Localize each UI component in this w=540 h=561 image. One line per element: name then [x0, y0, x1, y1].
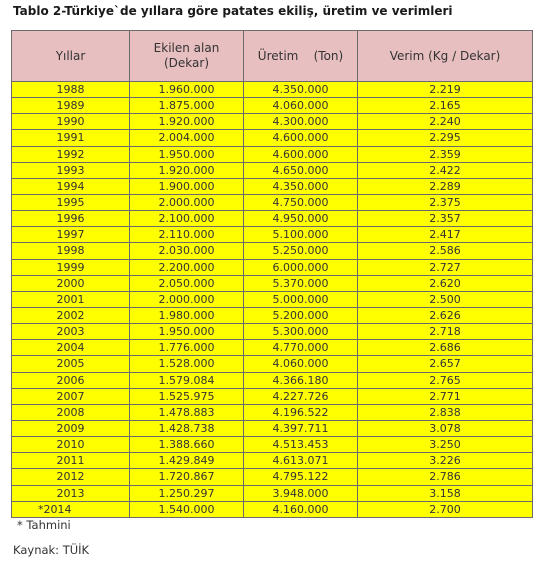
year-cell: 2001 [12, 291, 130, 307]
production-cell: 4.613.071 [244, 453, 358, 469]
production-cell: 5.100.000 [244, 227, 358, 243]
production-cell: 4.513.453 [244, 437, 358, 453]
year-cell: 1991 [12, 130, 130, 146]
area-cell: 2.100.000 [130, 211, 244, 227]
yield-cell: 2.375 [358, 194, 533, 210]
year-cell: 2013 [12, 485, 130, 501]
yield-cell: 3.158 [358, 485, 533, 501]
table-row [12, 243, 533, 259]
table-row [12, 146, 533, 162]
production-cell: 4.300.000 [244, 114, 358, 130]
production-cell: 4.060.000 [244, 98, 358, 114]
yield-cell: 2.295 [358, 130, 533, 146]
yield-cell: 2.786 [358, 469, 533, 485]
year-cell: 2002 [12, 307, 130, 323]
table-row [12, 485, 533, 501]
production-cell: 4.196.522 [244, 404, 358, 420]
year-cell: 1988 [12, 82, 130, 98]
production-cell: 5.200.000 [244, 307, 358, 323]
table-row [12, 340, 533, 356]
area-cell: 1.428.738 [130, 420, 244, 436]
table-row [12, 130, 533, 146]
area-cell: 2.030.000 [130, 243, 244, 259]
year-cell: 1989 [12, 98, 130, 114]
yield-cell: 2.165 [358, 98, 533, 114]
area-cell: 1.950.000 [130, 324, 244, 340]
yield-cell: 2.219 [358, 82, 533, 98]
yield-cell: 2.771 [358, 388, 533, 404]
yield-cell: 2.240 [358, 114, 533, 130]
production-cell: 4.350.000 [244, 178, 358, 194]
area-cell: 1.950.000 [130, 146, 244, 162]
production-cell: 5.370.000 [244, 275, 358, 291]
area-cell: 1.429.849 [130, 453, 244, 469]
table-row [12, 404, 533, 420]
production-cell: 4.950.000 [244, 211, 358, 227]
production-cell: 4.650.000 [244, 162, 358, 178]
table-row [12, 420, 533, 436]
year-cell: 1990 [12, 114, 130, 130]
year-cell: 1994 [12, 178, 130, 194]
area-cell: 1.720.867 [130, 469, 244, 485]
yield-cell: 2.626 [358, 307, 533, 323]
year-cell: 1997 [12, 227, 130, 243]
area-cell: 1.875.000 [130, 98, 244, 114]
yield-cell: 2.586 [358, 243, 533, 259]
year-cell: 1992 [12, 146, 130, 162]
production-cell: 4.600.000 [244, 146, 358, 162]
table-row [12, 227, 533, 243]
production-cell: 4.750.000 [244, 194, 358, 210]
production-cell: 6.000.000 [244, 259, 358, 275]
table-title: Tablo 2-Türkiye`de yıllara göre patates ekiliş, üretim ve verimleri [13, 4, 453, 18]
year-cell: 2009 [12, 420, 130, 436]
table-row [12, 356, 533, 372]
area-cell: 2.050.000 [130, 275, 244, 291]
area-cell: 2.110.000 [130, 227, 244, 243]
year-cell: 1993 [12, 162, 130, 178]
table-row [12, 372, 533, 388]
area-cell: 1.900.000 [130, 178, 244, 194]
area-cell: 1.250.297 [130, 485, 244, 501]
yield-cell: 2.359 [358, 146, 533, 162]
table-row [12, 437, 533, 453]
table-row [12, 114, 533, 130]
production-cell: 5.250.000 [244, 243, 358, 259]
year-cell: 2004 [12, 340, 130, 356]
header-area-label: Ekilen alan [153, 41, 220, 55]
yield-cell: 2.686 [358, 340, 533, 356]
table-row [12, 501, 533, 517]
table-row [12, 259, 533, 275]
table-row [12, 469, 533, 485]
yield-cell: 2.357 [358, 211, 533, 227]
area-cell: 1.540.000 [130, 501, 244, 517]
area-cell: 1.579.084 [130, 372, 244, 388]
year-cell: 2010 [12, 437, 130, 453]
production-cell: 5.300.000 [244, 324, 358, 340]
yield-cell: 2.289 [358, 178, 533, 194]
year-cell: 2000 [12, 275, 130, 291]
table-row [12, 98, 533, 114]
table-row [12, 82, 533, 98]
year-cell: 2003 [12, 324, 130, 340]
table-row [12, 275, 533, 291]
production-cell: 4.600.000 [244, 130, 358, 146]
production-cell: 4.060.000 [244, 356, 358, 372]
production-cell: 4.795.122 [244, 469, 358, 485]
yield-cell: 2.422 [358, 162, 533, 178]
yield-cell: 2.718 [358, 324, 533, 340]
area-cell: 2.200.000 [130, 259, 244, 275]
yield-cell: 2.727 [358, 259, 533, 275]
production-cell: 4.350.000 [244, 82, 358, 98]
production-cell: 4.160.000 [244, 501, 358, 517]
year-cell: 2011 [12, 453, 130, 469]
table-row [12, 211, 533, 227]
table-row [12, 291, 533, 307]
year-cell: 1998 [12, 243, 130, 259]
year-cell: 2005 [12, 356, 130, 372]
yield-cell: 3.078 [358, 420, 533, 436]
year-cell: 1999 [12, 259, 130, 275]
yield-cell: 2.417 [358, 227, 533, 243]
year-cell: 2012 [12, 469, 130, 485]
table-row [12, 194, 533, 210]
area-cell: 1.525.975 [130, 388, 244, 404]
area-cell: 1.920.000 [130, 162, 244, 178]
area-cell: 2.004.000 [130, 130, 244, 146]
area-cell: 1.776.000 [130, 340, 244, 356]
table-row [12, 307, 533, 323]
header-area-unit: (Dekar) [163, 56, 209, 70]
area-cell: 1.478.883 [130, 404, 244, 420]
production-cell: 5.000.000 [244, 291, 358, 307]
area-cell: 1.920.000 [130, 114, 244, 130]
yield-cell: 2.657 [358, 356, 533, 372]
year-cell: *2014 [12, 501, 130, 517]
yield-cell: 2.500 [358, 291, 533, 307]
table-row [12, 324, 533, 340]
area-cell: 1.528.000 [130, 356, 244, 372]
year-cell: 2008 [12, 404, 130, 420]
year-cell: 1996 [12, 211, 130, 227]
yield-cell: 2.838 [358, 404, 533, 420]
table-header-row [12, 31, 533, 82]
table-row [12, 178, 533, 194]
production-cell: 4.366.180 [244, 372, 358, 388]
header-yield: Verim (Kg / Dekar) [358, 31, 533, 82]
yield-cell: 2.700 [358, 501, 533, 517]
area-cell: 1.980.000 [130, 307, 244, 323]
year-cell: 2007 [12, 388, 130, 404]
header-area [130, 31, 244, 82]
source-note: Kaynak: TÜİK [13, 543, 90, 557]
production-cell: 4.227.726 [244, 388, 358, 404]
area-cell: 1.388.660 [130, 437, 244, 453]
year-cell: 1995 [12, 194, 130, 210]
table-row [12, 162, 533, 178]
yield-cell: 2.620 [358, 275, 533, 291]
yield-cell: 3.226 [358, 453, 533, 469]
yield-cell: 3.250 [358, 437, 533, 453]
area-cell: 1.960.000 [130, 82, 244, 98]
table-body [12, 82, 533, 518]
yield-cell: 2.765 [358, 372, 533, 388]
production-cell: 4.770.000 [244, 340, 358, 356]
potato-statistics-table [11, 30, 533, 518]
area-cell: 2.000.000 [130, 194, 244, 210]
production-cell: 3.948.000 [244, 485, 358, 501]
production-cell: 4.397.711 [244, 420, 358, 436]
year-cell: 2006 [12, 372, 130, 388]
footnote: * Tahmini [17, 518, 71, 532]
header-year: Yıllar [12, 31, 130, 82]
table-row [12, 453, 533, 469]
area-cell: 2.000.000 [130, 291, 244, 307]
table-row [12, 388, 533, 404]
header-production: Üretim (Ton) [244, 31, 358, 82]
